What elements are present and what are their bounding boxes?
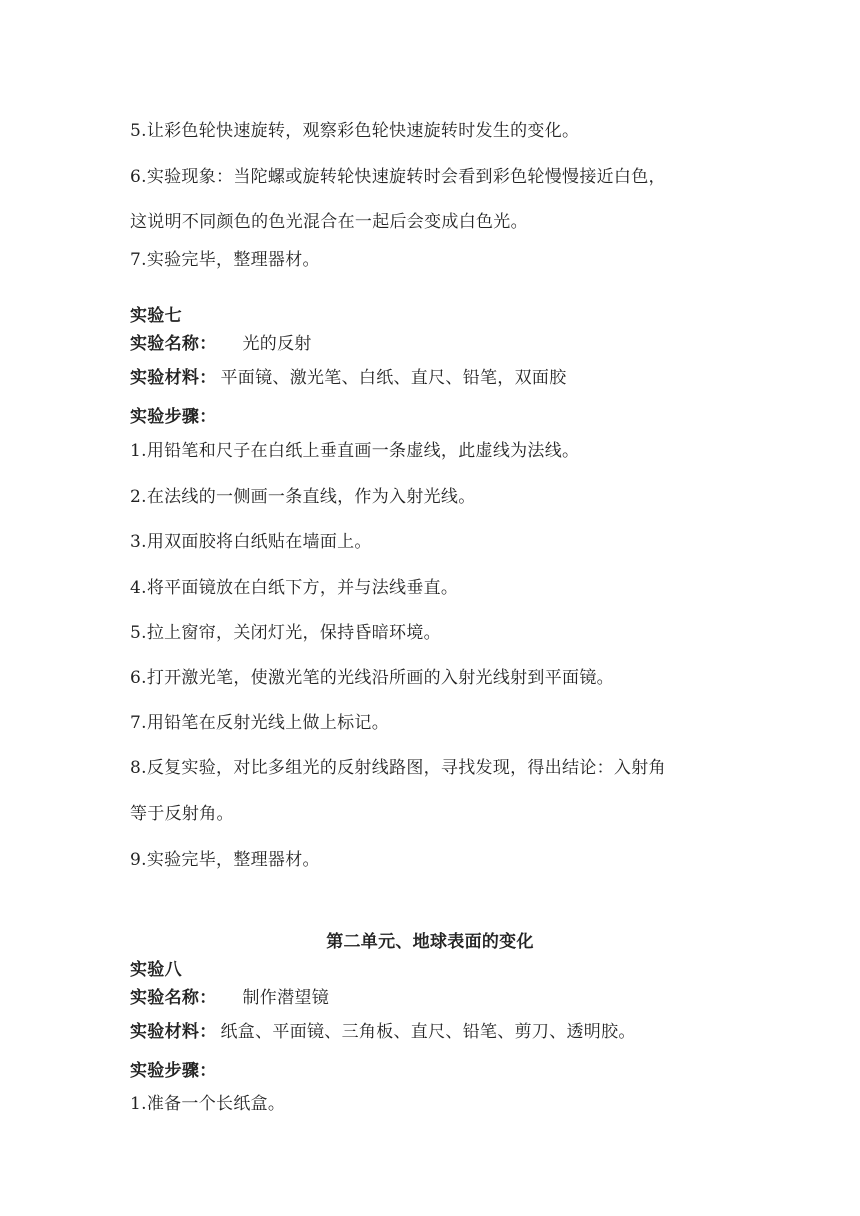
step-line: 4.将平面镜放在白纸下方，并与法线垂直。: [130, 578, 459, 598]
step-line: 9.实验完毕，整理器材。: [130, 850, 320, 870]
experiment-heading: 实验七: [130, 306, 182, 326]
experiment-materials-label: 实验材料：: [130, 1022, 217, 1042]
step-line: 1.准备一个长纸盒。: [130, 1094, 286, 1114]
step-line: 8.反复实验，对比多组光的反射线路图，寻找发现，得出结论：入射角: [130, 758, 666, 778]
experiment-steps-label: 实验步骤：: [130, 407, 217, 427]
experiment-heading: 实验八: [130, 960, 182, 980]
experiment-materials-row: [130, 363, 567, 388]
experiment-materials-label: 实验材料：: [130, 368, 217, 388]
experiment-steps-label: 实验步骤：: [130, 1061, 217, 1081]
step-line: 5.拉上窗帘，关闭灯光，保持昏暗环境。: [130, 623, 441, 643]
text-line: 7.实验完毕，整理器材。: [130, 250, 320, 270]
step-line: 3.用双面胶将白纸贴在墙面上。: [130, 532, 372, 552]
experiment-name-label: 实验名称：: [130, 334, 217, 354]
experiment-name-value: 光的反射: [242, 334, 312, 354]
step-line: 6.打开激光笔，使激光笔的光线沿所画的入射光线射到平面镜。: [130, 668, 614, 688]
step-line: 7.用铅笔在反射光线上做上标记。: [130, 713, 390, 733]
step-line: 1.用铅笔和尺子在白纸上垂直画一条虚线，此虚线为法线。: [130, 441, 580, 461]
experiment-materials-row: [130, 1017, 636, 1042]
experiment-materials-value: 平面镜、激光笔、白纸、直尺、铅笔，双面胶: [220, 368, 567, 388]
text-line: 6.实验现象：当陀螺或旋转轮快速旋转时会看到彩色轮慢慢接近白色，: [130, 167, 666, 187]
step-line: 2.在法线的一侧画一条直线，作为入射光线。: [130, 487, 476, 507]
text-line: 这说明不同颜色的色光混合在一起后会变成白色光。: [130, 212, 528, 232]
experiment-name-row: [130, 329, 312, 354]
experiment-name-value: 制作潜望镜: [242, 988, 329, 1008]
unit-title: 第二单元、地球表面的变化: [326, 932, 534, 952]
step-line: 等于反射角。: [130, 804, 234, 824]
experiment-materials-value: 纸盒、平面镜、三角板、直尺、铅笔、剪刀、透明胶。: [220, 1022, 636, 1042]
experiment-name-label: 实验名称：: [130, 988, 217, 1008]
text-line: 5.让彩色轮快速旋转，观察彩色轮快速旋转时发生的变化。: [130, 121, 580, 141]
experiment-name-row: [130, 983, 329, 1008]
